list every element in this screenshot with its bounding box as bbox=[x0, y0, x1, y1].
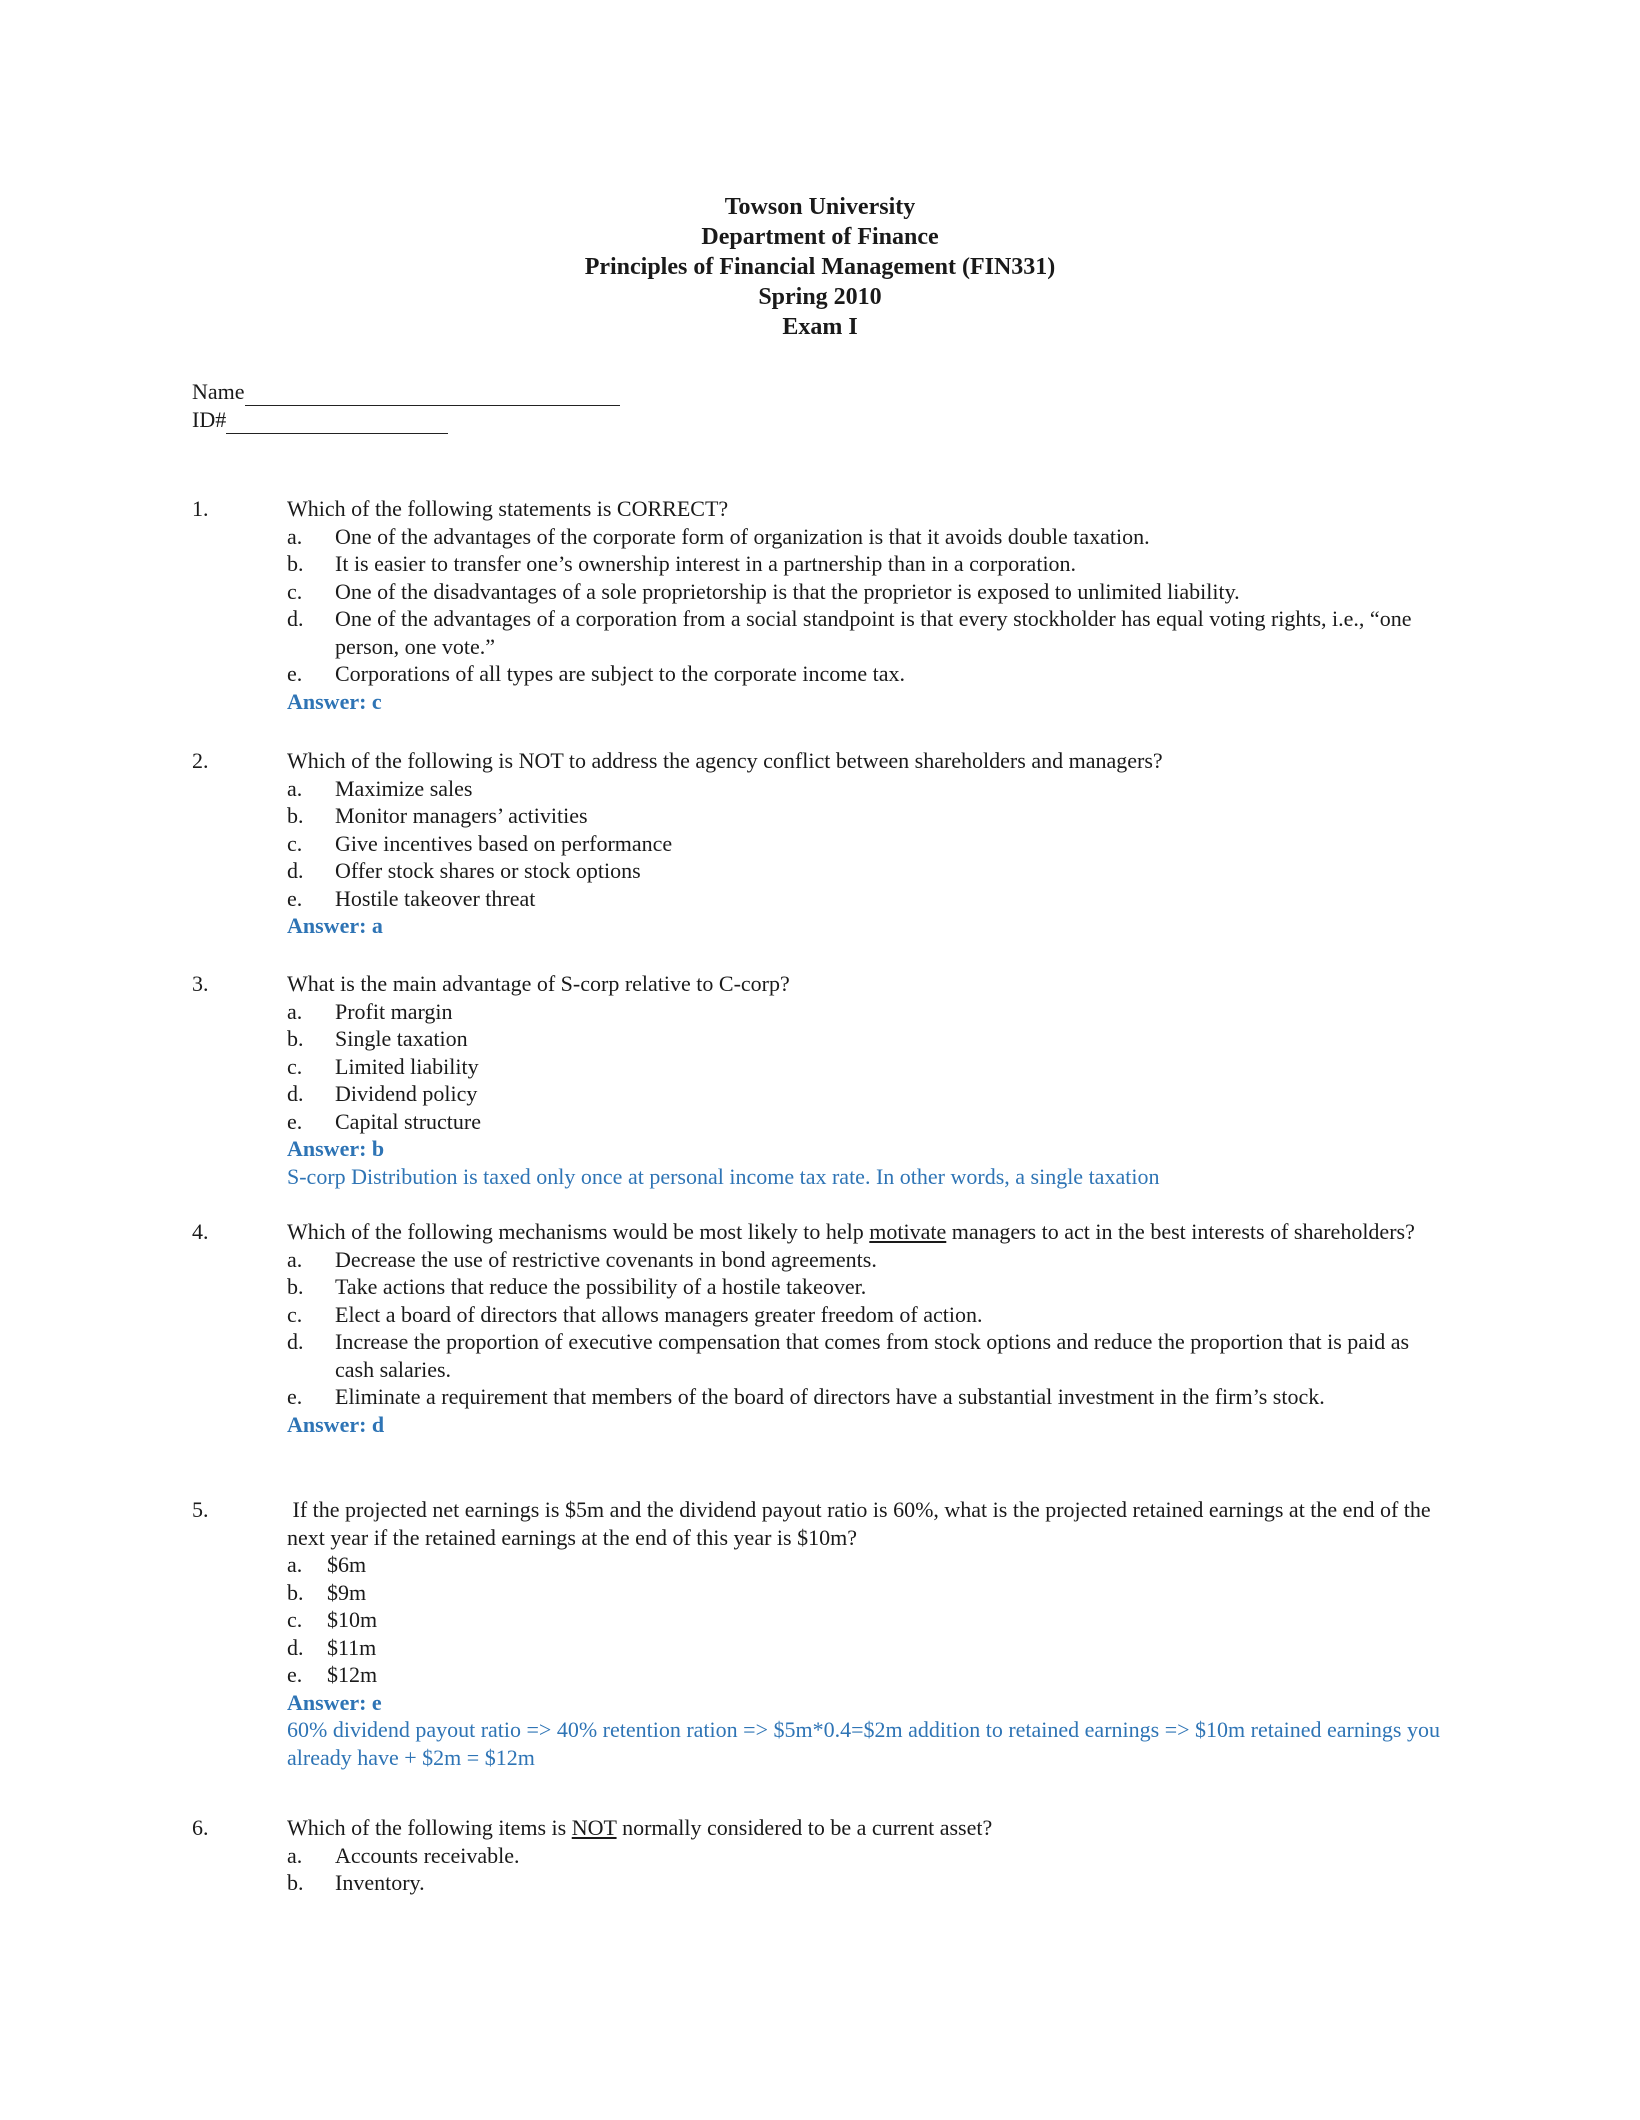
question-2 bbox=[192, 747, 1452, 940]
option-letter: c. bbox=[287, 1607, 303, 1632]
university-name: Towson University bbox=[724, 194, 916, 220]
option-a bbox=[287, 775, 1452, 803]
option-list bbox=[287, 1246, 1452, 1411]
option-letter: a. bbox=[287, 775, 303, 801]
option-a bbox=[287, 998, 1452, 1026]
course-title: Principles of Financial Management (FIN331) bbox=[584, 254, 1056, 280]
option-e bbox=[287, 660, 1452, 688]
option-c bbox=[287, 1301, 1452, 1329]
term: Spring 2010 bbox=[758, 284, 882, 310]
option-letter: c. bbox=[287, 830, 303, 856]
option-a bbox=[287, 1551, 1452, 1579]
answer-key: Answer: c bbox=[287, 688, 382, 714]
option-text: Monitor managers’ activities bbox=[335, 803, 588, 828]
answer-key: Answer: b bbox=[287, 1136, 385, 1161]
option-text: $12m bbox=[327, 1662, 378, 1687]
id-blank[interactable] bbox=[226, 409, 448, 434]
option-list bbox=[287, 523, 1452, 688]
stem-emphasis: motivate bbox=[869, 1219, 947, 1244]
option-letter: e. bbox=[287, 1662, 303, 1687]
option-c bbox=[287, 578, 1452, 606]
answer-explanation: S-corp Distribution is taxed only once at personal income tax rate. In other words, a single taxation bbox=[287, 1163, 1160, 1189]
option-text: Accounts receivable. bbox=[335, 1842, 520, 1868]
option-letter: a. bbox=[287, 1246, 303, 1272]
question-1 bbox=[192, 495, 1452, 715]
option-letter: e. bbox=[287, 1384, 303, 1409]
answer-key: Answer: a bbox=[287, 913, 383, 938]
answer-key: Answer: d bbox=[287, 1411, 385, 1437]
stem-text: managers to act in the best interests of shareholders? bbox=[946, 1219, 1415, 1244]
question-4 bbox=[192, 1218, 1452, 1438]
exam-header bbox=[0, 192, 1640, 342]
option-a bbox=[287, 1842, 1452, 1870]
option-list bbox=[287, 998, 1452, 1136]
option-e bbox=[287, 1108, 1452, 1136]
question-number: 4. bbox=[192, 1219, 209, 1244]
option-letter: d. bbox=[287, 1081, 304, 1106]
option-text: Give incentives based on performance bbox=[335, 830, 673, 856]
option-text: One of the advantages of the corporate form of organization is that it avoids double taxation. bbox=[335, 523, 1150, 549]
stem-text: normally considered to be a current asset? bbox=[616, 1815, 993, 1840]
question-stem: Which of the following is NOT to address the agency conflict between shareholders and managers? bbox=[287, 748, 1163, 773]
exam-title: Exam I bbox=[782, 314, 858, 340]
option-a bbox=[287, 523, 1452, 551]
option-e bbox=[287, 1661, 1452, 1689]
option-d bbox=[287, 857, 1452, 885]
option-letter: b. bbox=[287, 1579, 304, 1605]
name-blank[interactable] bbox=[245, 381, 620, 406]
option-letter: b. bbox=[287, 1026, 304, 1051]
option-letter: b. bbox=[287, 803, 304, 828]
question-3 bbox=[192, 970, 1452, 1190]
option-b bbox=[287, 1869, 1452, 1897]
option-text: Corporations of all types are subject to the corporate income tax. bbox=[335, 661, 905, 686]
option-c bbox=[287, 830, 1452, 858]
option-text: $9m bbox=[327, 1579, 367, 1605]
id-label: ID# bbox=[192, 407, 227, 432]
stem-emphasis: NOT bbox=[571, 1815, 617, 1840]
question-number: 1. bbox=[192, 496, 209, 521]
stem-text: Which of the following mechanisms would be most likely to help bbox=[287, 1219, 870, 1244]
option-letter: d. bbox=[287, 858, 304, 883]
option-text: Maximize sales bbox=[335, 775, 473, 801]
option-letter: a. bbox=[287, 998, 303, 1024]
answer-explanation: 60% dividend payout ratio => 40% retention ration => $5m*0.4=$2m addition to retained earnings => $10m retained earnings you already have + $2m = $12m bbox=[287, 1717, 1440, 1770]
option-text: Limited liability bbox=[335, 1053, 479, 1079]
option-text: Offer stock shares or stock options bbox=[335, 858, 641, 883]
option-list bbox=[287, 1842, 1452, 1897]
option-text: Take actions that reduce the possibility of a hostile takeover. bbox=[335, 1274, 867, 1299]
option-text: Eliminate a requirement that members of the board of directors have a substantial investment in the firm’s stock. bbox=[335, 1384, 1325, 1409]
question-stem: If the projected net earnings is $5m and the dividend payout ratio is 60%, what is the projected retained earnings at the end of the next year if the retained earnings at the end of this year is $10m? bbox=[287, 1497, 1437, 1550]
stem-text: Which of the following items is bbox=[287, 1815, 572, 1840]
option-letter: b. bbox=[287, 551, 304, 576]
option-b bbox=[287, 1579, 1452, 1607]
option-letter: e. bbox=[287, 661, 303, 686]
option-text: $11m bbox=[327, 1634, 377, 1660]
option-b bbox=[287, 802, 1452, 830]
option-letter: e. bbox=[287, 1108, 303, 1134]
option-letter: c. bbox=[287, 578, 303, 604]
option-a bbox=[287, 1246, 1452, 1274]
option-text: One of the advantages of a corporation from a social standpoint is that every stockholder has equal voting rights, i.e., “one person, one vote.” bbox=[335, 606, 1412, 659]
option-letter: d. bbox=[287, 1634, 304, 1660]
question-5 bbox=[192, 1496, 1452, 1771]
option-letter: c. bbox=[287, 1301, 303, 1327]
question-6 bbox=[192, 1814, 1452, 1897]
option-d bbox=[287, 1634, 1452, 1662]
option-text: $6m bbox=[327, 1552, 367, 1577]
option-text: Increase the proportion of executive compensation that comes from stock options and reduce the proportion that is paid as cash salaries. bbox=[335, 1329, 1410, 1382]
question-stem bbox=[287, 1218, 1452, 1246]
department-name: Department of Finance bbox=[701, 224, 939, 250]
option-text: Capital structure bbox=[335, 1108, 482, 1134]
question-stem: Which of the following statements is CORRECT? bbox=[287, 496, 729, 521]
option-d bbox=[287, 1080, 1452, 1108]
option-letter: e. bbox=[287, 885, 303, 911]
option-text: Dividend policy bbox=[335, 1081, 478, 1106]
option-text: One of the disadvantages of a sole proprietorship is that the proprietor is exposed to unlimited liability. bbox=[335, 578, 1240, 604]
question-stem: What is the main advantage of S-corp relative to C-corp? bbox=[287, 971, 790, 996]
student-fields bbox=[192, 378, 620, 434]
option-letter: a. bbox=[287, 1552, 303, 1577]
option-text: Single taxation bbox=[335, 1026, 468, 1051]
option-d bbox=[287, 1328, 1452, 1383]
question-number: 5. bbox=[192, 1497, 209, 1522]
name-label: Name bbox=[192, 379, 245, 404]
option-b bbox=[287, 1025, 1452, 1053]
option-letter: d. bbox=[287, 606, 304, 631]
option-c bbox=[287, 1606, 1452, 1634]
option-text: Elect a board of directors that allows managers greater freedom of action. bbox=[335, 1301, 983, 1327]
option-letter: c. bbox=[287, 1053, 303, 1079]
option-b bbox=[287, 1273, 1452, 1301]
option-letter: b. bbox=[287, 1870, 304, 1895]
question-number: 2. bbox=[192, 748, 209, 773]
option-text: Profit margin bbox=[335, 998, 453, 1024]
option-text: Inventory. bbox=[335, 1870, 425, 1895]
option-letter: b. bbox=[287, 1274, 304, 1299]
option-list bbox=[287, 1551, 1452, 1689]
option-list bbox=[287, 775, 1452, 913]
option-text: It is easier to transfer one’s ownership interest in a partnership than in a corporation. bbox=[335, 551, 1077, 576]
option-c bbox=[287, 1053, 1452, 1081]
option-text: $10m bbox=[327, 1607, 378, 1632]
option-text: Decrease the use of restrictive covenants in bond agreements. bbox=[335, 1246, 877, 1272]
option-letter: d. bbox=[287, 1329, 304, 1354]
name-field bbox=[192, 378, 620, 406]
question-stem bbox=[287, 1814, 1452, 1842]
question-number: 6. bbox=[192, 1815, 209, 1840]
option-e bbox=[287, 1383, 1452, 1411]
option-e bbox=[287, 885, 1452, 913]
question-number: 3. bbox=[192, 971, 209, 996]
option-text: Hostile takeover threat bbox=[335, 885, 536, 911]
option-b bbox=[287, 550, 1452, 578]
option-letter: a. bbox=[287, 523, 303, 549]
answer-key: Answer: e bbox=[287, 1689, 382, 1715]
option-letter: a. bbox=[287, 1842, 303, 1868]
option-d bbox=[287, 605, 1452, 660]
id-field bbox=[192, 406, 620, 434]
